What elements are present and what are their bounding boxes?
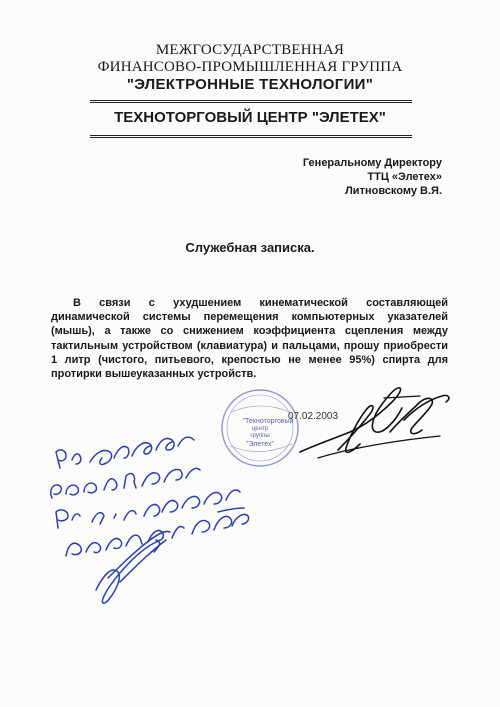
center-name: ТЕХНОТОРГОВЫЙ ЦЕНТР "ЭЛЕТЕХ" — [114, 109, 386, 126]
stamp-text-3: группы — [250, 433, 270, 439]
memo-body: В связи с ухудшением кинематической составляющей динамической системы перемещения компьютерных указателей (мышь), а также со снижением коэффициента сцепления между тактильным устройством (клавиатура) и пальцами, прошу приобрести 1 литр (чистого, питьевого, крепостью не менее 95%) спирта для протирки вышеуказанных устройств. — [51, 297, 448, 381]
stamp-text-1: "Техноторговый — [242, 418, 294, 425]
letterhead-line-1: МЕЖГОСУДАРСТВЕННАЯ — [155, 42, 345, 58]
addressee-line-2: ТТЦ «Элетех» — [367, 171, 442, 183]
signature-date: 07.02.2003 — [288, 411, 339, 422]
handwritten-resolution — [51, 437, 249, 603]
director-signature — [300, 388, 449, 458]
stamp-text-4: "Элетех" — [246, 441, 274, 448]
addressee-line-3: Литновскому В.Я. — [345, 185, 442, 197]
addressee-line-1: Генеральному Директору — [302, 157, 442, 169]
stamp-text-2: центр — [251, 426, 269, 432]
letterhead-line-2: ФИНАНСОВО-ПРОМЫШЛЕННАЯ ГРУППА — [97, 59, 403, 75]
memo-title: Служебная записка. — [185, 240, 315, 255]
letterhead-line-3: "ЭЛЕКТРОННЫЕ ТЕХНОЛОГИИ" — [126, 76, 374, 93]
